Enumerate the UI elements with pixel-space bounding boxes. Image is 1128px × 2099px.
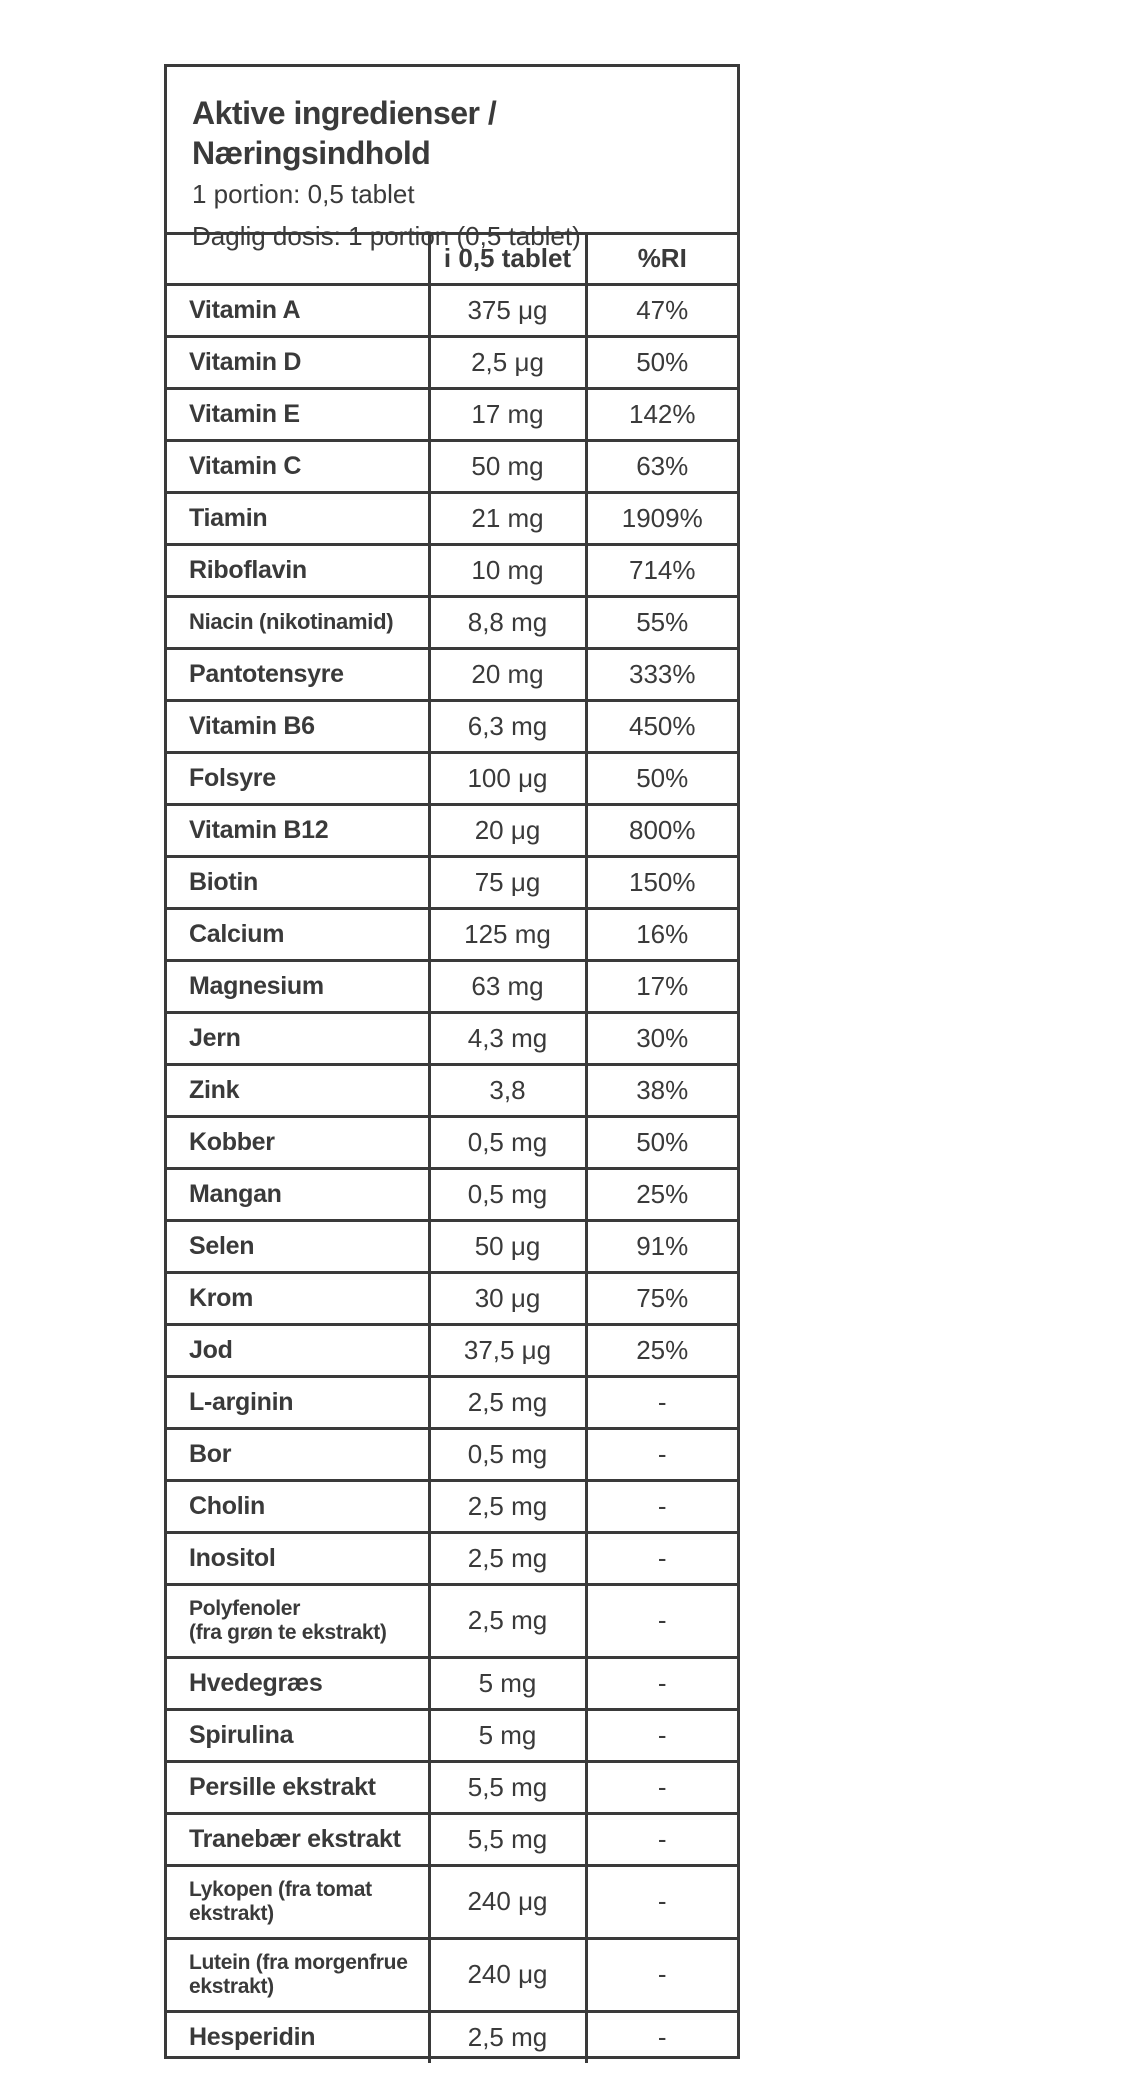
table-row bbox=[167, 1324, 737, 1376]
nutrient-amount: 50 μg bbox=[429, 1220, 586, 1272]
nutrient-name: Bor bbox=[167, 1428, 429, 1480]
nutrient-ri: - bbox=[586, 1480, 737, 1532]
nutrient-ri: - bbox=[586, 1428, 737, 1480]
nutrient-name: Magnesium bbox=[167, 960, 429, 1012]
nutrient-name: Calcium bbox=[167, 908, 429, 960]
nutrition-table bbox=[167, 235, 737, 2063]
table-row bbox=[167, 1709, 737, 1761]
nutrient-ri: - bbox=[586, 1584, 737, 1657]
nutrient-ri: 450% bbox=[586, 700, 737, 752]
nutrient-ri: 16% bbox=[586, 908, 737, 960]
nutrient-amount: 10 mg bbox=[429, 544, 586, 596]
nutrient-ri: 50% bbox=[586, 752, 737, 804]
nutrient-ri: 714% bbox=[586, 544, 737, 596]
nutrient-name: Jod bbox=[167, 1324, 429, 1376]
table-row bbox=[167, 1012, 737, 1064]
nutrient-name: Vitamin A bbox=[167, 284, 429, 336]
nutrient-amount: 6,3 mg bbox=[429, 700, 586, 752]
table-row bbox=[167, 856, 737, 908]
portion-text: 1 portion: 0,5 tablet bbox=[192, 179, 415, 209]
nutrient-amount: 17 mg bbox=[429, 388, 586, 440]
nutrient-ri: 17% bbox=[586, 960, 737, 1012]
nutrient-ri: 142% bbox=[586, 388, 737, 440]
nutrient-name: Inositol bbox=[167, 1532, 429, 1584]
table-row bbox=[167, 284, 737, 336]
nutrient-name: Riboflavin bbox=[167, 544, 429, 596]
nutrient-amount: 375 μg bbox=[429, 284, 586, 336]
nutrient-amount: 20 mg bbox=[429, 648, 586, 700]
table-row bbox=[167, 700, 737, 752]
nutrient-ri: - bbox=[586, 1865, 737, 1938]
nutrient-ri: - bbox=[586, 1376, 737, 1428]
table-row bbox=[167, 440, 737, 492]
nutrient-name: Spirulina bbox=[167, 1709, 429, 1761]
nutrient-ri: 91% bbox=[586, 1220, 737, 1272]
nutrient-ri: 25% bbox=[586, 1324, 737, 1376]
nutrient-ri: - bbox=[586, 1532, 737, 1584]
table-row bbox=[167, 1532, 737, 1584]
nutrient-name: Lutein (fra morgenfrue ekstrakt) bbox=[167, 1938, 429, 2011]
nutrient-name: Vitamin D bbox=[167, 336, 429, 388]
nutrient-amount: 30 μg bbox=[429, 1272, 586, 1324]
nutrient-name: Tranebær ekstrakt bbox=[167, 1813, 429, 1865]
nutrition-title: Aktive ingredienser / Næringsindhold bbox=[192, 95, 497, 171]
nutrition-header bbox=[167, 67, 737, 251]
nutrient-name: Niacin (nikotinamid) bbox=[167, 596, 429, 648]
table-row bbox=[167, 908, 737, 960]
table-row bbox=[167, 1657, 737, 1709]
nutrient-ri: 25% bbox=[586, 1168, 737, 1220]
nutrient-ri: 50% bbox=[586, 336, 737, 388]
nutrient-amount: 2,5 mg bbox=[429, 1584, 586, 1657]
nutrient-name: Lykopen (fra tomat ekstrakt) bbox=[167, 1865, 429, 1938]
nutrient-name: Pantotensyre bbox=[167, 648, 429, 700]
table-row bbox=[167, 1938, 737, 2011]
table-row bbox=[167, 1584, 737, 1657]
nutrient-amount: 5 mg bbox=[429, 1709, 586, 1761]
nutrient-amount: 21 mg bbox=[429, 492, 586, 544]
nutrient-ri: 800% bbox=[586, 804, 737, 856]
table-row bbox=[167, 648, 737, 700]
nutrient-amount: 37,5 μg bbox=[429, 1324, 586, 1376]
nutrient-ri: - bbox=[586, 1761, 737, 1813]
nutrient-ri: - bbox=[586, 1709, 737, 1761]
nutrient-name: Jern bbox=[167, 1012, 429, 1064]
table-row bbox=[167, 492, 737, 544]
table-row bbox=[167, 804, 737, 856]
table-row bbox=[167, 960, 737, 1012]
table-row bbox=[167, 544, 737, 596]
nutrient-name: Tiamin bbox=[167, 492, 429, 544]
nutrient-amount: 5,5 mg bbox=[429, 1813, 586, 1865]
table-row bbox=[167, 1272, 737, 1324]
nutrient-amount: 100 μg bbox=[429, 752, 586, 804]
nutrient-ri: 55% bbox=[586, 596, 737, 648]
table-row bbox=[167, 1168, 737, 1220]
column-header-amount: i 0,5 tablet bbox=[429, 235, 586, 284]
nutrient-ri: 30% bbox=[586, 1012, 737, 1064]
nutrition-panel bbox=[164, 64, 740, 2059]
nutrient-ri: - bbox=[586, 1657, 737, 1709]
nutrient-name: Kobber bbox=[167, 1116, 429, 1168]
nutrient-amount: 2,5 μg bbox=[429, 336, 586, 388]
nutrient-ri: 75% bbox=[586, 1272, 737, 1324]
nutrient-name: Polyfenoler (fra grøn te ekstrakt) bbox=[167, 1584, 429, 1657]
nutrient-amount: 2,5 mg bbox=[429, 2011, 586, 2063]
nutrient-amount: 5,5 mg bbox=[429, 1761, 586, 1813]
table-row bbox=[167, 336, 737, 388]
table-row bbox=[167, 1480, 737, 1532]
table-row bbox=[167, 1813, 737, 1865]
nutrient-amount: 5 mg bbox=[429, 1657, 586, 1709]
table-row bbox=[167, 1064, 737, 1116]
table-row bbox=[167, 1116, 737, 1168]
nutrient-name: Persille ekstrakt bbox=[167, 1761, 429, 1813]
nutrient-amount: 240 μg bbox=[429, 1938, 586, 2011]
nutrient-ri: 47% bbox=[586, 284, 737, 336]
column-header-ri: %RI bbox=[586, 235, 737, 284]
nutrient-name: Cholin bbox=[167, 1480, 429, 1532]
nutrient-amount: 63 mg bbox=[429, 960, 586, 1012]
nutrient-ri: 150% bbox=[586, 856, 737, 908]
nutrient-ri: - bbox=[657, 2022, 667, 2053]
table-row bbox=[167, 2011, 737, 2063]
nutrient-ri: 63% bbox=[586, 440, 737, 492]
nutrient-amount: 2,5 mg bbox=[429, 1376, 586, 1428]
nutrient-amount: 240 μg bbox=[429, 1865, 586, 1938]
nutrient-name: Vitamin B12 bbox=[167, 804, 429, 856]
nutrient-name: Folsyre bbox=[167, 752, 429, 804]
table-row bbox=[167, 752, 737, 804]
nutrient-name: Hesperidin bbox=[167, 2011, 429, 2063]
nutrient-ri: 333% bbox=[586, 648, 737, 700]
nutrient-amount: 75 μg bbox=[429, 856, 586, 908]
nutrient-amount: 3,8 bbox=[429, 1064, 586, 1116]
table-row bbox=[167, 596, 737, 648]
nutrient-name: Biotin bbox=[167, 856, 429, 908]
nutrient-name: Mangan bbox=[167, 1168, 429, 1220]
table-row bbox=[167, 1865, 737, 1938]
nutrient-amount: 4,3 mg bbox=[429, 1012, 586, 1064]
nutrient-name: Hvedegræs bbox=[167, 1657, 429, 1709]
nutrient-ri: 1909% bbox=[586, 492, 737, 544]
nutrient-name: Vitamin B6 bbox=[167, 700, 429, 752]
nutrient-name: L-arginin bbox=[167, 1376, 429, 1428]
daily-dose-text: Daglig dosis: 1 portion (0,5 tablet) bbox=[192, 221, 581, 251]
nutrient-ri: 38% bbox=[586, 1064, 737, 1116]
nutrient-amount: 8,8 mg bbox=[429, 596, 586, 648]
nutrient-amount: 125 mg bbox=[429, 908, 586, 960]
nutrient-name: Zink bbox=[167, 1064, 429, 1116]
nutrient-name: Vitamin E bbox=[167, 388, 429, 440]
nutrient-amount: 0,5 mg bbox=[429, 1116, 586, 1168]
table-row bbox=[167, 388, 737, 440]
table-row bbox=[167, 1376, 737, 1428]
nutrient-name: Vitamin C bbox=[167, 440, 429, 492]
table-row bbox=[167, 1428, 737, 1480]
nutrient-amount: 50 mg bbox=[429, 440, 586, 492]
nutrient-amount: 0,5 mg bbox=[429, 1428, 586, 1480]
nutrient-amount: 2,5 mg bbox=[429, 1532, 586, 1584]
nutrient-amount: 2,5 mg bbox=[429, 1480, 586, 1532]
nutrient-name: Selen bbox=[167, 1220, 429, 1272]
table-row bbox=[167, 1761, 737, 1813]
table-row bbox=[167, 1220, 737, 1272]
nutrient-name: Krom bbox=[167, 1272, 429, 1324]
nutrient-ri: - bbox=[586, 1938, 737, 2011]
nutrient-amount: 0,5 mg bbox=[429, 1168, 586, 1220]
nutrient-amount: 20 μg bbox=[429, 804, 586, 856]
nutrient-ri: 50% bbox=[586, 1116, 737, 1168]
nutrient-ri: - bbox=[586, 1813, 737, 1865]
